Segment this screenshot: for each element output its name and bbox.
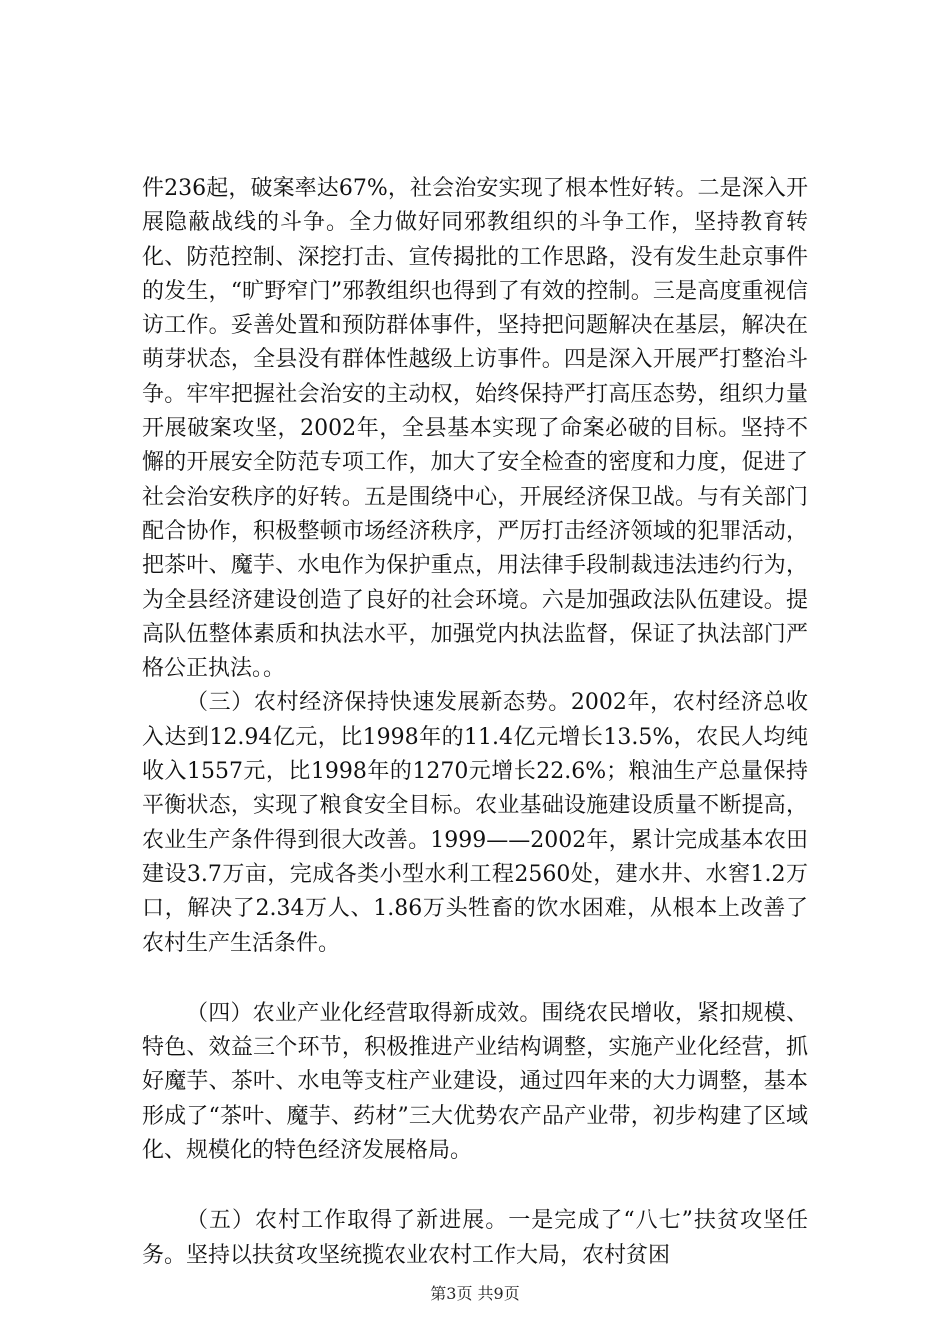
paragraph-continued: 件236起，破案率达67%，社会治安实现了根本性好转。二是深入开展隐蔽战线的斗争。全力做好同邪教组织的斗争工作，坚持教育转化、防范控制、深挖打击、宣传揭批的工作思路，没有发生赴京事件的发生，“旷野窄门”邪教组织也得到了有效的控制。三是高度重视信访工作。妥善处置和预防群体事件，坚持把问题解决在基层，解决在萌芽状态，全县没有群体性越级上访事件。四是深入开展严打整治斗争。牢牢把握社会治安的主动权，始终保持严打高压态势，组织力量开展破案攻坚，2002年，全县基本实现了命案必破的目标。坚持不懈的开展安全防范专项工作，加大了安全检查的密度和力度，促进了社会治安秩序的好转。五是围绕中心，开展经济保卫战。与有关部门配合协作，积极整顿市场经济秩序，严厉打击经济领域的犯罪活动，把茶叶、魔芋、水电作为保护重点，用法律手段制裁违法违约行为，为全县经济建设创造了良好的社会环境。六是加强政法队伍建设。提高队伍整体素质和执法水平，加强党内执法监督，保证了执法部门严格公正执法。。 (142, 176, 808, 682)
paragraph-spacer (142, 961, 808, 997)
paragraph-section-4: （四）农业产业化经营取得新成效。围绕农民增收，紧扣规模、特色、效益三个环节，积极推进产业结构调整，实施产业化经营，抓好魔芋、茶叶、水电等支柱产业建设，通过四年来的大力调整，基本形成了“茶叶、魔芋、药材”三大优势农产品产业带，初步构建了区域化、规模化的特色经济发展格局。 (142, 1000, 808, 1164)
paragraph-section-3: （三）农村经济保持快速发展新态势。2002年，农村经济总收入达到12.94亿元，比1998年的11.4亿元增长13.5%，农民人均纯收入1557元，比1998年的1270元增长22.6%；粮油生产总量保持平衡状态，实现了粮食安全目标。农业基础设施建设质量不断提高，农业生产条件得到很大改善。1999——2002年，累计完成基本农田建设3.7万亩，完成各类小型水利工程2560处，建水井、水窖1.2万口，解决了2.34万人、1.86万头牲畜的饮水困难，从根本上改善了农村生产生活条件。 (142, 690, 808, 956)
page-footer: 第3页 共9页 (430, 1284, 520, 1303)
paragraph-spacer (142, 1168, 808, 1204)
document-body (142, 172, 808, 1273)
paragraph-section-5: （五）农村工作取得了新进展。一是完成了“八七”扶贫攻坚任务。坚持以扶贫攻坚统揽农业农村工作大局，农村贫困 (142, 1208, 808, 1268)
